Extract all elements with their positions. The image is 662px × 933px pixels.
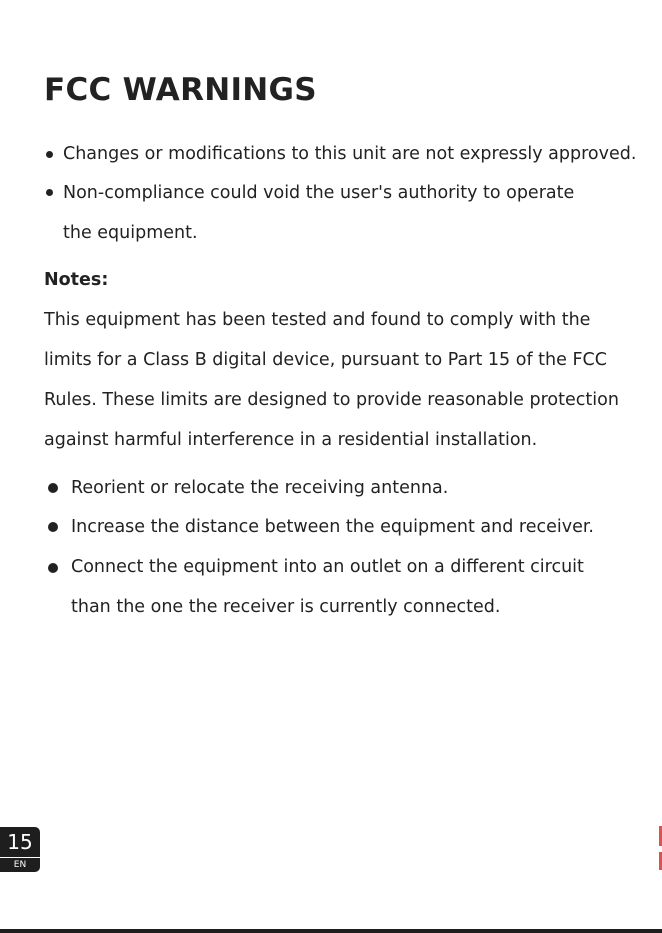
bullet-icon [46,151,53,158]
notes-line: Rules. These limits are designed to provide reasonable protection [44,390,619,410]
page-language: EN [13,860,27,870]
notes-heading: Notes: [44,270,109,290]
notes-line: limits for a Class B digital device, pursuant to Part 15 of the FCC [44,350,607,370]
measure-item-1: Reorient or relocate the receiving antenna. [71,478,449,498]
page-badge-divider [0,857,40,858]
measure-item-3: Connect the equipment into an outlet on a different circuit [71,557,584,577]
page-number: 15 [7,830,33,854]
bullet-icon [46,189,53,196]
warning-item-1: Changes or modifications to this unit are not expressly approved. [63,144,637,164]
measure-item-2: Increase the distance between the equipment and receiver. [71,517,594,537]
bullet-icon [48,522,58,532]
measure-item-3-continued: than the one the receiver is currently connected. [71,597,501,617]
notes-line: against harmful interference in a residential installation. [44,430,538,450]
bottom-rule [0,929,662,933]
page-title: FCC WARNINGS [44,72,317,108]
warning-item-2: Non-compliance could void the user's authority to operate [63,183,575,203]
page-number-badge [0,827,40,872]
notes-line: This equipment has been tested and found to comply with the [44,310,591,330]
bullet-icon [48,483,58,493]
bullet-icon [48,563,58,573]
warning-item-2-continued: the equipment. [63,223,198,243]
